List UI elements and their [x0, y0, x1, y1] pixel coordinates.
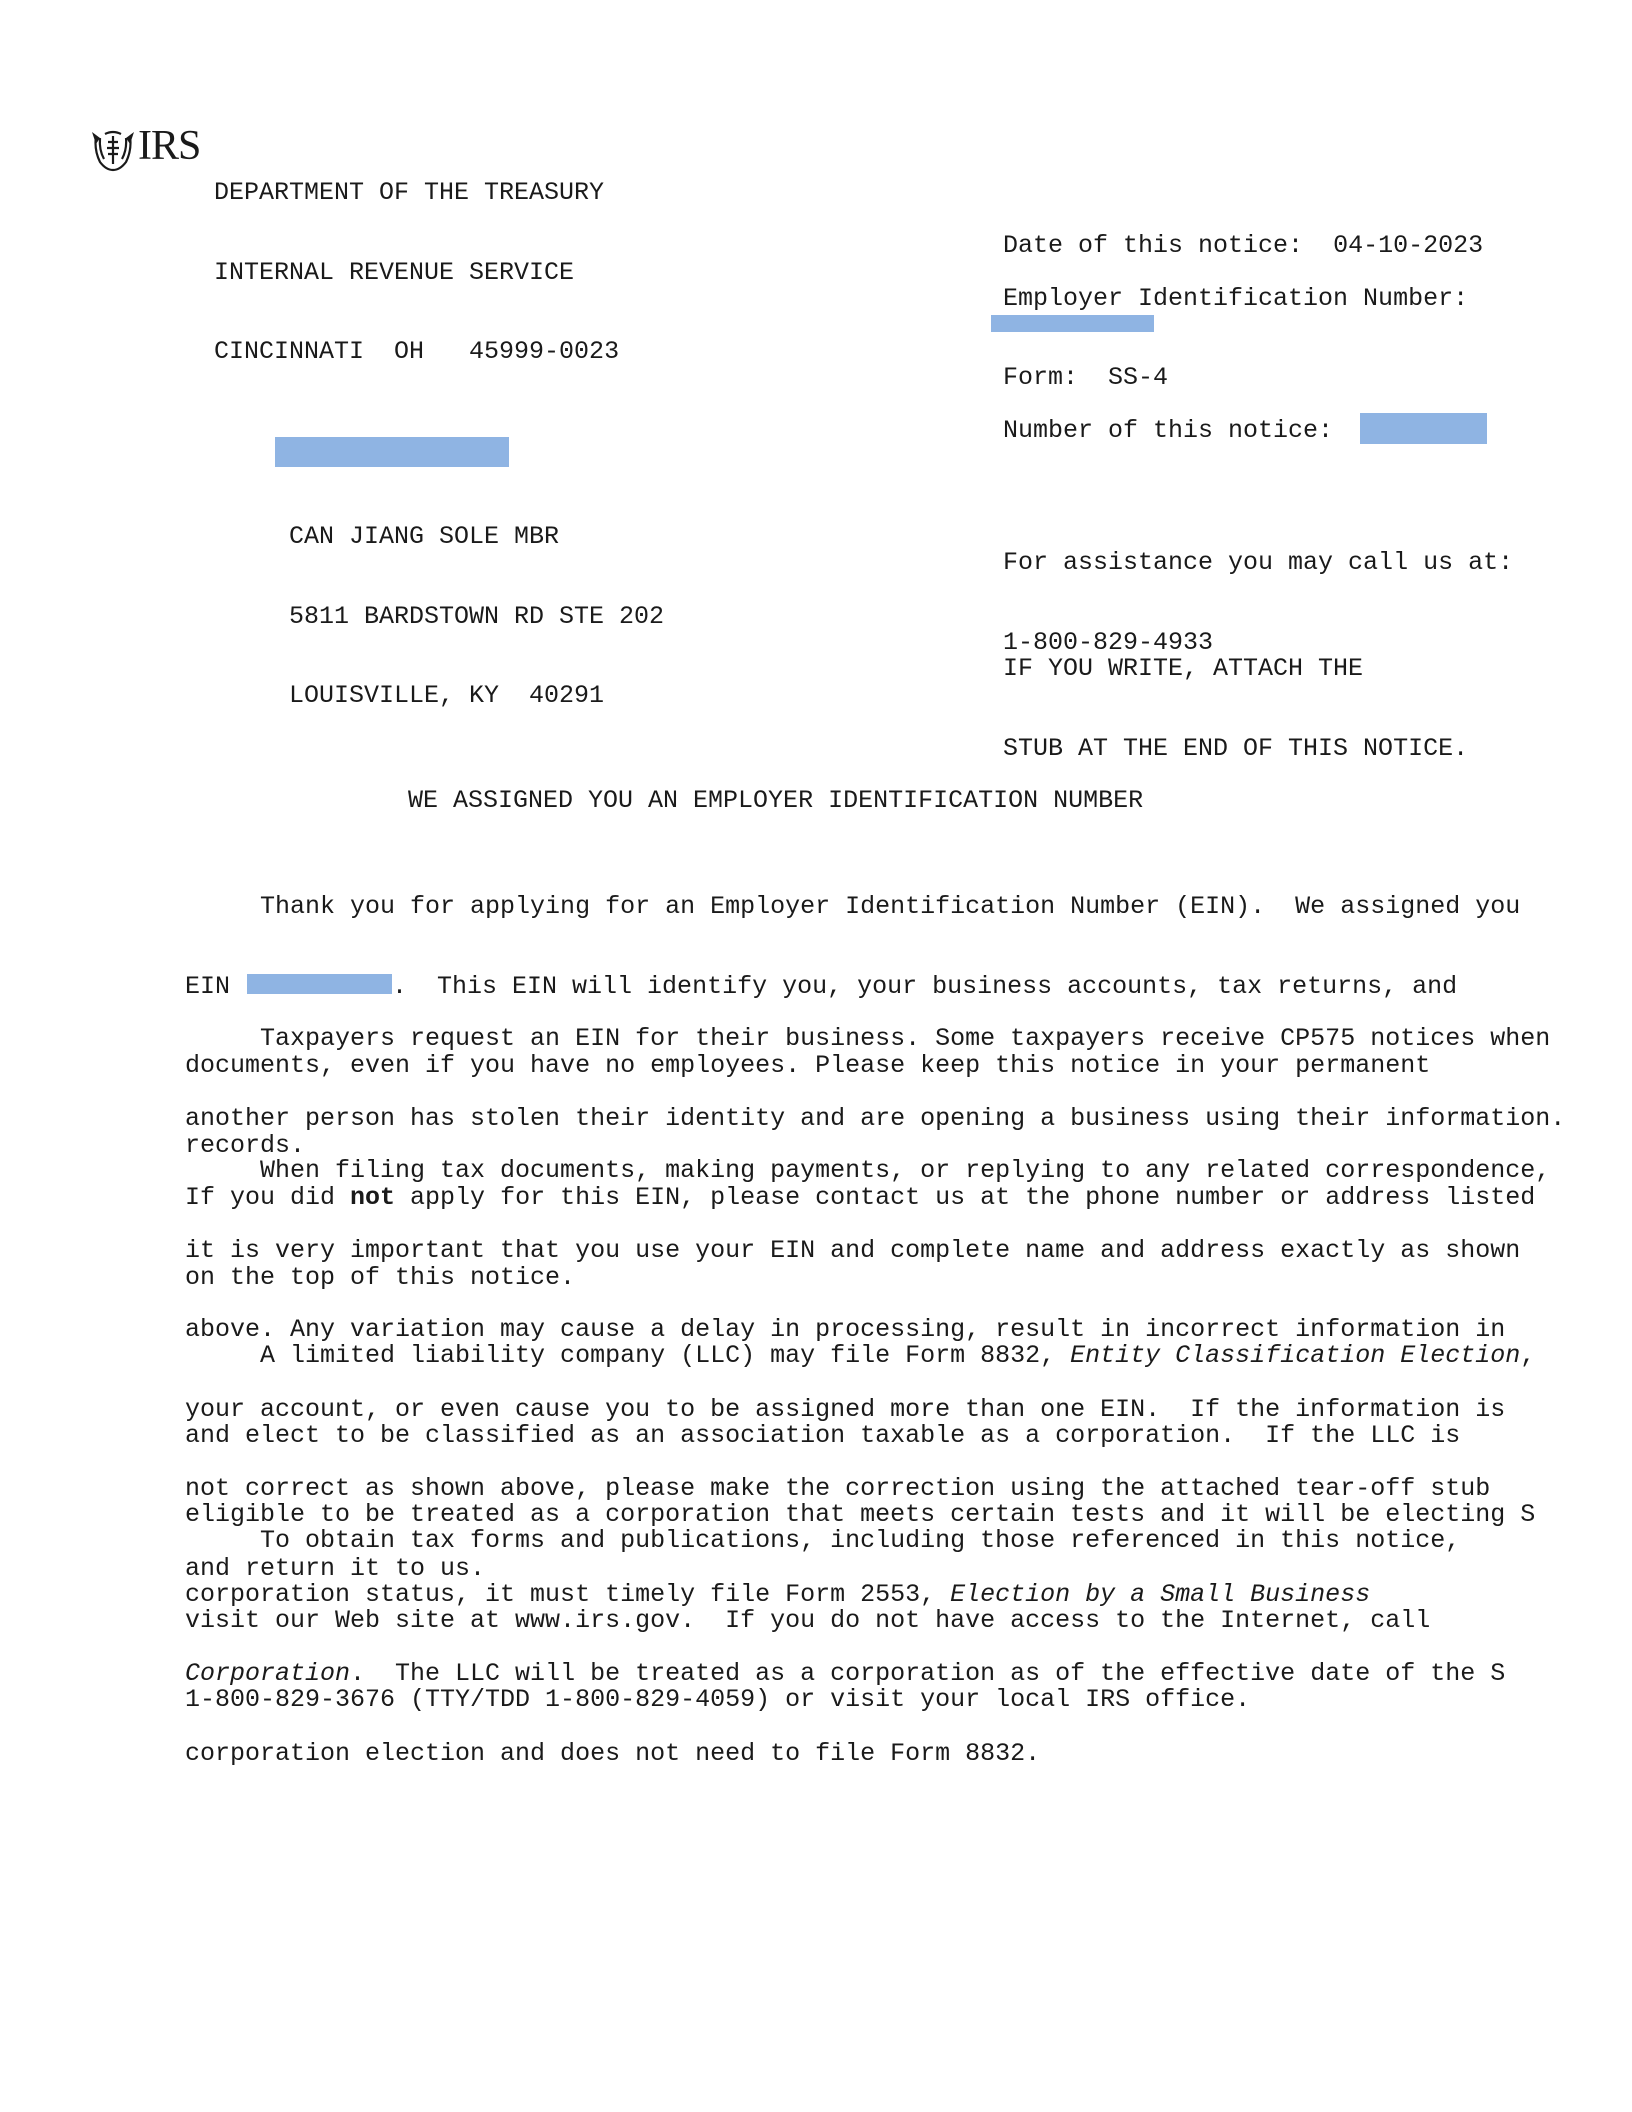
text-line: eligible to be treated as a corporation that meets certain tests and it will be electing S — [185, 1500, 1536, 1529]
irs-website-line: visit our Web site at www.irs.gov. If you do not have access to the Internet, call — [185, 1605, 1431, 1635]
agency-line: CINCINNATI OH 45999-0023 — [214, 337, 620, 366]
text-segment: . The LLC will be treated as a corporation as of the effective date of the S — [350, 1659, 1506, 1688]
text-line: documents, even if you have no employees. Please keep this notice in your permanent — [185, 1051, 1431, 1080]
text-line: and elect to be classified as an association taxable as a corporation. If the LLC is — [185, 1420, 1461, 1450]
form-title-8832: Entity Classification Election — [1070, 1341, 1521, 1370]
notice-date — [1003, 233, 1483, 260]
text-line: 1-800-829-3676 (TTY/TDD 1-800-829-4059) or visit your local IRS office. — [185, 1685, 1251, 1714]
text-line: your account, or even cause you to be assigned more than one EIN. If the information is — [185, 1394, 1506, 1424]
assistance-phone: 1-800-829-4933 — [1003, 627, 1214, 657]
text-segment: A limited liability company (LLC) may file Form 8832, — [185, 1341, 1071, 1370]
text-line: it is very important that you use your EIN and complete name and address exactly as shown — [185, 1235, 1521, 1265]
text-line: not correct as shown above, please make the correction using the attached tear-off stub — [185, 1474, 1491, 1503]
agency-line: DEPARTMENT OF THE TREASURY — [214, 178, 605, 207]
assistance-label: For assistance you may call us at: — [1003, 548, 1514, 577]
text-line: To obtain tax forms and publications, including those referenced in this notice, — [185, 1526, 1461, 1555]
form-value: SS-4 — [1108, 363, 1169, 392]
paragraph-tax-forms — [185, 1475, 1460, 1767]
write-line: STUB AT THE END OF THIS NOTICE. — [1003, 733, 1469, 763]
write-line: IF YOU WRITE, ATTACH THE — [1003, 654, 1364, 683]
text-line: on the top of this notice. — [185, 1262, 576, 1292]
text-line — [185, 1343, 1535, 1370]
eagle-icon — [90, 128, 136, 172]
text-line: Taxpayers request an EIN for their business. Some taxpayers receive CP575 notices when — [185, 1024, 1551, 1053]
write-instructions — [1003, 603, 1468, 815]
text-line: another person has stolen their identity and are opening a business using their information. — [185, 1103, 1566, 1133]
irs-wordmark: IRS — [138, 123, 201, 169]
recipient-line: LOUISVILLE, KY 40291 — [289, 681, 605, 710]
agency-line: INTERNAL REVENUE SERVICE — [214, 257, 575, 287]
recipient-address — [289, 471, 664, 763]
form-info — [1003, 365, 1168, 392]
text-segment: apply for this EIN, please contact us at the phone number or address listed — [395, 1183, 1536, 1212]
irs-logo — [90, 123, 214, 172]
date-value: 04-10-2023 — [1333, 231, 1484, 260]
text-line: corporation election and does not need to file Form 8832. — [185, 1738, 1041, 1768]
ein-redaction — [991, 315, 1154, 332]
ein-label: Employer Identification Number: — [1003, 284, 1469, 313]
recipient-line: CAN JIANG SOLE MBR — [289, 522, 560, 551]
notice-number-label: Number of this notice: — [1003, 416, 1334, 445]
notice-number-redaction — [1360, 413, 1487, 444]
form-title-2553: Election by a Small Business — [950, 1579, 1371, 1609]
text-line: When filing tax documents, making payments, or replying to any related correspondence, — [185, 1156, 1551, 1185]
text-segment: EIN — [185, 971, 246, 1001]
form-label: Form: — [1003, 363, 1079, 392]
form-title-2553-cont: Corporation — [185, 1659, 351, 1688]
text-line: above. Any variation may cause a delay in processing, result in incorrect information in — [185, 1315, 1506, 1344]
text-line — [185, 1605, 1460, 1635]
text-segment: If you did — [185, 1183, 351, 1212]
text-line: and return it to us. — [185, 1553, 486, 1583]
notice-heading: WE ASSIGNED YOU AN EMPLOYER IDENTIFICATION NUMBER — [408, 786, 1144, 815]
text-line: records. — [185, 1130, 306, 1160]
text-line: Thank you for applying for an Employer Identification Number (EIN). We assigned you — [185, 892, 1521, 921]
date-label: Date of this notice: — [1003, 231, 1304, 260]
agency-address — [214, 127, 619, 419]
text-segment: , — [1520, 1341, 1536, 1370]
text-segment: . This EIN will identify you, your business accounts, tax returns, and — [392, 971, 1458, 1001]
emphasis-not: not — [350, 1183, 396, 1212]
text-segment: corporation status, it must timely file Form 2553, — [185, 1579, 951, 1609]
recipient-name-redaction — [275, 437, 509, 467]
recipient-line: 5811 BARDSTOWN RD STE 202 — [289, 601, 665, 631]
